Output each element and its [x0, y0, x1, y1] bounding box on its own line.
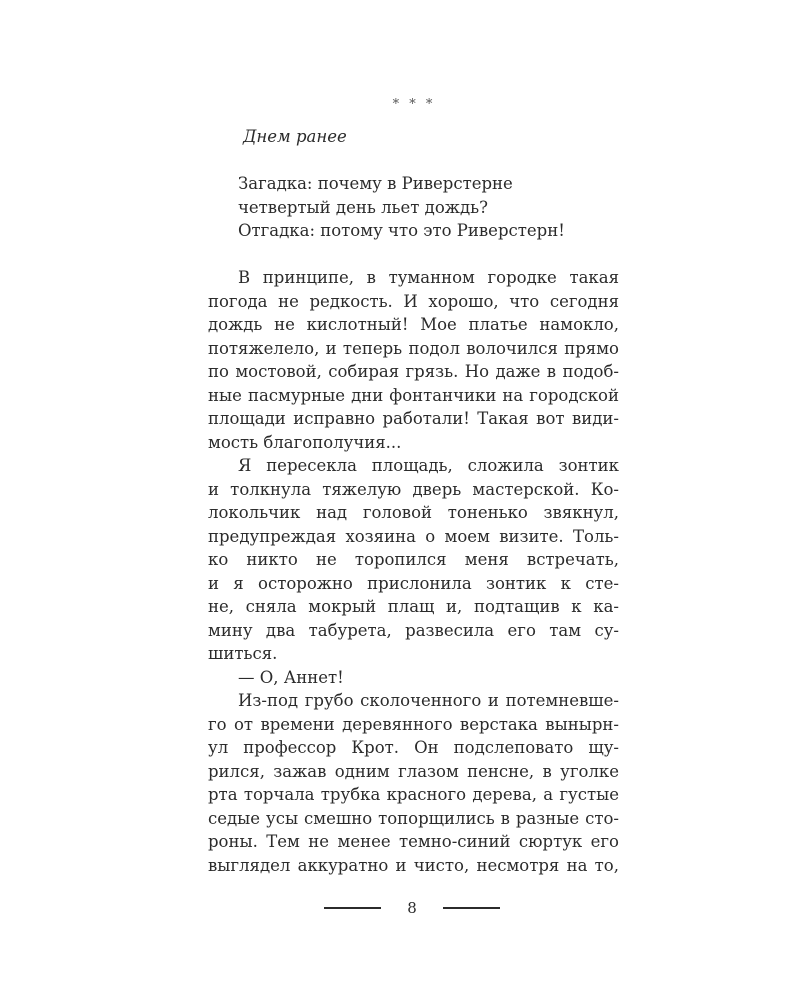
text-line: дождь не кислотный! Мое платье намокло,	[208, 315, 619, 334]
riddle-line: четвертый день льет дождь?	[238, 197, 488, 217]
footer-rule-right	[443, 907, 500, 909]
text-line: рился, зажав одним глазом пенсне, в уголке	[208, 761, 619, 781]
body-text	[208, 266, 619, 877]
chapter-subhead: Днем ранее	[243, 127, 347, 146]
page-number: 8	[407, 899, 417, 917]
text-line: рта торчала трубка красного дерева, а густые	[208, 785, 619, 804]
text-line: роны. Тем не менее темно-синий сюртук его	[208, 832, 619, 851]
riddle-block	[238, 172, 638, 243]
text-line: мину два табурета, развесила его там су-	[208, 620, 619, 640]
text-line: не, сняла мокрый плащ и, подтащив к ка-	[208, 597, 619, 616]
text-line: го от времени деревянного верстака вынырн-	[208, 714, 619, 734]
page-footer	[324, 896, 500, 920]
riddle-line: Отгадка: потому что это Риверстерн!	[238, 221, 565, 240]
text-line: В принципе, в туманном городке такая	[238, 268, 619, 287]
text-line: выглядел аккуратно и чисто, несмотря на то,	[208, 855, 619, 875]
text-line: потяжелело, и теперь подол волочился прямо	[208, 338, 619, 358]
text-line: Я пересекла площадь, сложила зонтик	[238, 456, 619, 475]
text-line: — О, Аннет!	[238, 667, 344, 687]
text-line: шиться.	[208, 644, 278, 663]
text-line: Из-под грубо сколоченного и потемневше-	[238, 691, 619, 710]
text-line: седые усы смешно топорщились в разные сто-	[208, 808, 619, 828]
text-line: по мостовой, собирая грязь. Но даже в подоб-	[208, 362, 619, 381]
text-line: мость благополучия...	[208, 432, 402, 452]
section-separator: * * *	[392, 97, 436, 112]
text-line: погода не редкость. И хорошо, что сегодня	[208, 291, 619, 311]
footer-rule-left	[324, 907, 381, 909]
text-line: ул профессор Крот. Он подслеповато щу-	[208, 738, 619, 757]
text-line: и толкнула тяжелую дверь мастерской. Ко-	[208, 479, 619, 499]
text-line: предупреждая хозяина о моем визите. Толь-	[208, 526, 619, 546]
text-line: площади исправно работали! Такая вот види-	[208, 409, 619, 428]
text-line: локольчик над головой тоненько звякнул,	[208, 503, 619, 522]
text-line: ко никто не торопился меня встречать,	[208, 550, 619, 569]
text-line: ные пасмурные дни фонтанчики на городской	[208, 385, 619, 405]
riddle-line: Загадка: почему в Риверстерне	[238, 174, 513, 193]
text-line: и я осторожно прислонила зонтик к сте-	[208, 573, 619, 593]
